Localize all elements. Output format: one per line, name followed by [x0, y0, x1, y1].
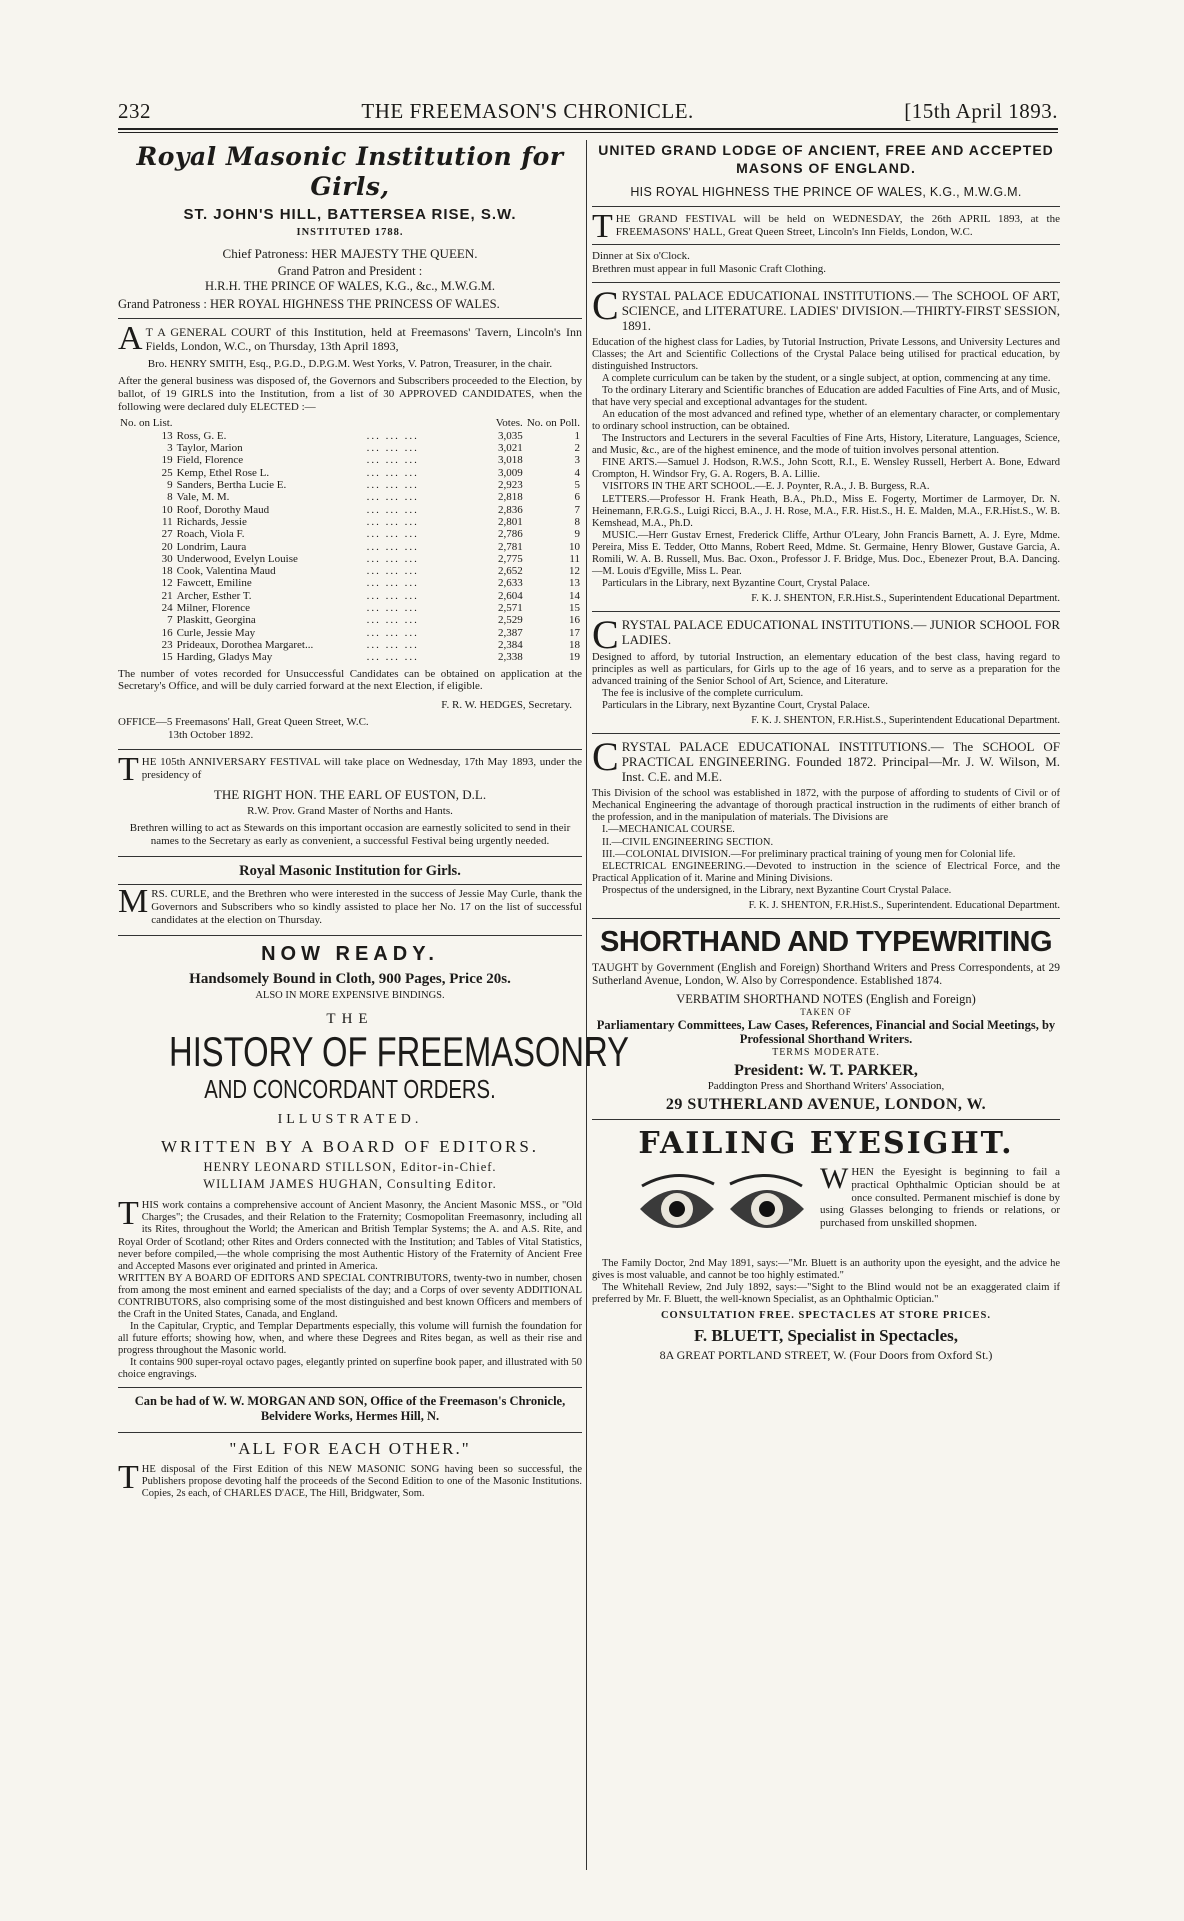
poll-position: 4	[574, 466, 580, 479]
poll-position: 8	[574, 515, 580, 528]
dropcap: C	[592, 612, 619, 658]
rmig-office: OFFICE—5 Freemasons' Hall, Great Queen Street, W.C.	[118, 715, 369, 728]
poll-list-number: 21	[161, 589, 173, 602]
poll-candidate-name: Harding, Gladys May	[176, 651, 273, 664]
leader-dots: ... ... ...	[366, 429, 419, 442]
table-row	[118, 602, 582, 614]
eyesight-text: HEN the Eyesight is beginning to fail a practical Ophthalmic Optician should be at once consulted. Permanent mischief is done by using Glasses belonging to friends or relations, or purchased from unskilled shopmen.	[820, 1166, 1060, 1230]
eyesight-name: F. BLUETT, Specialist in Spectacles,	[694, 1326, 958, 1346]
crystal-eng-title: RYSTAL PALACE EDUCATIONAL INSTITUTIONS.— The SCHOOL OF PRACTICAL ENGINEERING. Founded 1872. Principal—Mr. J. W. Wilson, M. Inst. C.E. and M.E.	[621, 739, 1060, 785]
poll-votes: 2,818	[498, 491, 523, 504]
table-row	[118, 639, 582, 651]
poll-candidate-name: Taylor, Marion	[176, 442, 243, 454]
anniversary-text: HE 105th ANNIVERSARY FESTIVAL will take place on Wednesday, 17th May 1893, under the presidency of	[141, 755, 582, 781]
table-row	[118, 442, 582, 454]
now-ready: NOW READY.	[261, 942, 439, 965]
poll-list-number: 20	[161, 540, 173, 553]
poll-votes: 2,801	[498, 515, 523, 528]
poll-list-number: 25	[161, 466, 173, 479]
crystal-art-title: RYSTAL PALACE EDUCATIONAL INSTITUTIONS.— The SCHOOL OF ART, SCIENCE, and LITERATURE. LADIES' DIVISION.—THIRTY-FIRST SESSION, 1891.	[621, 287, 1060, 333]
crystal-junior-sig: F. K. J. SHENTON, F.R.Hist.S., Superintendent Educational Department.	[751, 715, 1060, 727]
rmig-chair: Bro. HENRY SMITH, Esq., P.G.D., D.P.G.M. West Yorks, V. Patron, Treasurer, in the chair.	[147, 357, 553, 370]
poll-list-number: 27	[161, 528, 173, 541]
crystal-junior-heading	[592, 612, 1060, 658]
col-header-votes: Votes.	[495, 417, 523, 430]
poll-votes: 2,338	[498, 651, 523, 664]
poll-list-number: 13	[161, 429, 173, 442]
election-table	[118, 417, 582, 663]
rule	[592, 733, 1060, 734]
dropcap: T	[118, 750, 139, 788]
crystal-art-p10: Particulars in the Library, next Byzantine Court, Crystal Palace.	[602, 577, 870, 589]
poll-votes: 2,836	[498, 503, 523, 516]
poll-list-number: 10	[161, 503, 173, 516]
rmig-title: Royal Masonic Institution for Girls,	[136, 142, 564, 201]
poll-votes: 3,021	[498, 442, 523, 454]
history-body4: It contains 900 super-royal octavo pages, elegantly printed on superfine book paper, and illustrated with 50 choice engravings.	[118, 1357, 582, 1381]
leader-dots: ... ... ...	[366, 577, 419, 590]
rule	[118, 1432, 582, 1433]
leader-dots: ... ... ...	[366, 491, 419, 504]
eyesight-title: FAILING EYESIGHT.	[638, 1126, 1014, 1162]
history-the: THE	[326, 1011, 374, 1028]
poll-list-number: 24	[161, 602, 173, 615]
eyesight-consult: CONSULTATION FREE. SPECTACLES AT STORE PRICES.	[660, 1310, 992, 1322]
table-row	[118, 479, 582, 491]
poll-list-number: 30	[161, 552, 173, 565]
poll-position: 9	[574, 528, 580, 541]
column-divider	[586, 140, 587, 1870]
left-column	[118, 142, 629, 1500]
rule	[592, 1119, 1060, 1120]
leader-dots: ... ... ...	[366, 552, 419, 565]
rmig-grand-patroness: Grand Patroness : HER ROYAL HIGHNESS THE PRINCESS OF WALES.	[118, 297, 500, 312]
history-body3: In the Capitular, Cryptic, and Templar Departments especially, this volume will furnish the foundation for all future efforts; showing how, when, and where these Degrees and Rites began, as well as their rise and progress throughout the Masonic world.	[118, 1320, 582, 1357]
crystal-art-sig: F. K. J. SHENTON, F.R.Hist.S., Superintendent Educational Department.	[751, 593, 1060, 604]
rmig-unsuccessful-note: The number of votes recorded for Unsuccessful Candidates can be obtained on application at the Secretary's Office, and will be duly carried forward at the next Election, if eligible.	[118, 667, 582, 693]
curle-heading: Royal Masonic Institution for Girls.	[239, 863, 461, 880]
masthead-rule-thin	[118, 132, 1058, 133]
leader-dots: ... ... ...	[366, 466, 419, 479]
rmig-address: ST. JOHN'S HILL, BATTERSEA RISE, S.W.	[183, 206, 517, 223]
grand-lodge-dinner: Dinner at Six o'Clock.	[592, 249, 690, 262]
crystal-eng-p2: ELECTRICAL ENGINEERING.—Devoted to instruction in the science of Electrical Force, and the Practical Application of it. Marine and Mining Divisions.	[592, 860, 1060, 884]
leader-dots: ... ... ...	[366, 626, 419, 639]
eyesight-quote1: The Family Doctor, 2nd May 1891, says:—"Mr. Bluett is an authority upon the eyesight, and the advice he gives is most valuable, and cannot be too highly estimated."	[592, 1258, 1060, 1282]
rule	[118, 318, 582, 319]
poll-candidate-name: Underwood, Evelyn Louise	[176, 552, 298, 565]
poll-position: 19	[569, 651, 580, 664]
eye-illustration-icon	[632, 1166, 812, 1252]
crystal-eng-heading	[592, 734, 1060, 785]
history-title: HISTORY OF FREEMASONRY	[169, 1028, 629, 1076]
table-row	[118, 565, 582, 577]
history-subtitle: AND CONCORDANT ORDERS.	[204, 1074, 496, 1105]
poll-list-number: 11	[161, 515, 173, 528]
rmig-after: After the general business was disposed of, the Governors and Subscribers proceeded to the Election, by ballot, of 19 GIRLS into the Institution, from a list of 30 APPROVED CANDIDATES, when the following were declared duly ELECTED :—	[118, 375, 582, 414]
shorthand-taken: TAKEN OF	[800, 1007, 852, 1018]
table-row	[118, 651, 582, 663]
poll-list-number: 16	[161, 626, 173, 639]
leader-dots: ... ... ...	[366, 442, 419, 454]
page-number: 232	[118, 99, 151, 123]
history-illustrated: ILLUSTRATED.	[277, 1112, 423, 1128]
leader-dots: ... ... ...	[366, 651, 419, 664]
crystal-eng-p3: Prospectus of the undersigned, in the Library, next Byzantine Court Crystal Palace.	[602, 884, 952, 896]
poll-votes: 2,652	[498, 565, 523, 578]
eyesight-address: 8A GREAT PORTLAND STREET, W. (Four Doors from Oxford St.)	[659, 1348, 993, 1363]
shorthand-parl: Parliamentary Committees, Law Cases, References, Financial and Social Meetings, by Professional Shorthand Writers.	[596, 1017, 1056, 1047]
song-notice	[118, 1458, 582, 1500]
rule	[118, 856, 582, 857]
table-row	[118, 541, 582, 553]
poll-position: 13	[569, 577, 580, 590]
shorthand-assoc: Paddington Press and Shorthand Writers' Association,	[707, 1079, 945, 1092]
anniversary-notice	[118, 750, 582, 788]
right-brow	[730, 1176, 802, 1187]
table-row	[118, 516, 582, 528]
poll-candidate-name: Fawcett, Emiline	[176, 577, 252, 590]
leader-dots: ... ... ...	[366, 503, 419, 516]
shorthand-terms: TERMS MODERATE.	[772, 1046, 880, 1058]
masthead	[118, 99, 1058, 129]
anniversary-prov: R.W. Prov. Grand Master of Norths and Hants.	[247, 805, 453, 818]
dropcap: C	[592, 734, 619, 780]
history-editor2: WILLIAM JAMES HUGHAN, Consulting Editor.	[203, 1177, 497, 1192]
crystal-junior-p3: Particulars in the Library, next Byzantine Court, Crystal Palace.	[602, 700, 870, 712]
poll-position: 16	[569, 614, 580, 627]
rmig-court-text: T A GENERAL COURT of this Institution, held at Freemasons' Tavern, Lincoln's Inn Fields, London, W.C., on Thursday, 13th April 1893,	[145, 325, 582, 354]
dropcap: A	[118, 320, 143, 358]
anniversary-president: THE RIGHT HON. THE EARL OF EUSTON, D.L.	[213, 786, 487, 802]
poll-candidate-name: Kemp, Ethel Rose L.	[176, 466, 270, 479]
col-header-list: No. on List.	[120, 417, 173, 430]
history-also: ALSO IN MORE EXPENSIVE BINDINGS.	[255, 989, 445, 1001]
poll-candidate-name: Ross, G. E.	[176, 429, 227, 442]
poll-votes: 3,018	[498, 454, 523, 467]
poll-candidate-name: Curle, Jessie May	[176, 626, 256, 639]
left-brow	[642, 1176, 714, 1187]
poll-candidate-name: Field, Florence	[176, 454, 244, 467]
shorthand-president: President: W. T. PARKER,	[734, 1061, 918, 1079]
crystal-junior-p2: The fee is inclusive of the complete curriculum.	[602, 688, 804, 700]
masthead-rule	[118, 128, 1058, 130]
poll-votes: 2,775	[498, 552, 523, 565]
history-body1: HIS work contains a comprehensive account of Ancient Masonry, the Ancient Masonic MSS., or "Old Charges"; the Crusades, and their Relation to the Fraternity; Cosmopolitan Freemasonry, including all its Rites, throughout the World; the American and British Templar Systems; the A. and A.S. Rite, and Royal Order of Scotland; other Rites and Orders connected with the Institution; and Tables of Vital Statistics, never before compiled,—the whole comprising the most Authentic History of the Fraternity of Ancient Free and Accepted Masons ever originated and printed in America.	[118, 1200, 582, 1272]
poll-position: 14	[569, 589, 580, 602]
right-column	[592, 142, 1060, 1363]
poll-position: 10	[569, 540, 580, 553]
poll-candidate-name: Richards, Jessie	[176, 515, 247, 528]
poll-position: 5	[574, 478, 580, 491]
dropcap: T	[118, 1195, 139, 1233]
poll-votes: 2,923	[498, 478, 523, 491]
history-publisher: Can be had of W. W. MORGAN AND SON, Office of the Freemason's Chronicle, Belvidere Works, Hermes Hill, N.	[134, 1394, 566, 1424]
grand-lodge-gm: HIS ROYAL HIGHNESS THE PRINCE OF WALES, K.G., M.W.G.M.	[630, 185, 1022, 199]
poll-position: 1	[574, 429, 580, 442]
leader-dots: ... ... ...	[366, 528, 419, 541]
poll-position: 17	[569, 626, 580, 639]
rmig-chief-patroness: Chief Patroness: HER MAJESTY THE QUEEN.	[222, 245, 478, 261]
anniversary-brethren: Brethren willing to act as Stewards on this important occasion are earnestly solicited to send in their names to the Secretary as early as convenient, a successful Festival being urgently needed.	[129, 822, 571, 848]
right-pupil	[759, 1201, 775, 1217]
leader-dots: ... ... ...	[366, 454, 419, 467]
table-row	[118, 454, 582, 466]
poll-position: 2	[574, 442, 580, 454]
leader-dots: ... ... ...	[366, 639, 419, 651]
crystal-junior-title: RYSTAL PALACE EDUCATIONAL INSTITUTIONS.— JUNIOR SCHOOL FOR LADIES.	[621, 617, 1060, 647]
poll-position: 6	[574, 491, 580, 504]
shorthand-title: SHORTHAND AND TYPEWRITING	[599, 925, 1053, 958]
table-row	[118, 627, 582, 639]
shorthand-address: 29 SUTHERLAND AVENUE, LONDON, W.	[665, 1096, 987, 1114]
leader-dots: ... ... ...	[366, 614, 419, 627]
table-row	[118, 491, 582, 503]
poll-position: 3	[574, 454, 580, 467]
history-subtitle-wrap	[118, 1074, 582, 1104]
poll-list-number: 8	[167, 491, 173, 504]
dropcap: M	[118, 882, 149, 920]
crystal-junior-p1: Designed to afford, by tutorial Instruction, an elementary education of the best class, having regard to principles as well as particulars, for Girls up to the age of 16 years, and to serve as a preparation for the advanced training of the Senior School of Art, Science, and Literature.	[592, 652, 1060, 688]
rule	[592, 918, 1060, 919]
table-row	[118, 614, 582, 626]
rule	[592, 611, 1060, 612]
poll-votes: 2,786	[498, 528, 523, 541]
leader-dots: ... ... ...	[366, 478, 419, 491]
eyesight-quote2: The Whitehall Review, 2nd July 1892, says:—"Sight to the Blind would not be an exaggerated claim if preferred by Mr. F. Bluett, the well-known Specialist, as an Ophthalmic Optician."	[592, 1282, 1060, 1306]
poll-candidate-name: Vale, M. M.	[176, 491, 230, 504]
poll-list-number: 7	[167, 614, 173, 627]
poll-list-number: 23	[161, 639, 173, 651]
poll-candidate-name: Sanders, Bertha Lucie E.	[176, 478, 287, 491]
poll-list-number: 18	[161, 565, 173, 578]
history-bound: Handsomely Bound in Cloth, 900 Pages, Price 20s.	[189, 970, 511, 987]
rule	[118, 1387, 582, 1388]
rmig-instituted: INSTITUTED 1788.	[296, 227, 404, 238]
rmig-grand-patron: H.R.H. THE PRINCE OF WALES, K.G., &c., M.W.G.M.	[204, 279, 496, 294]
poll-position: 15	[569, 602, 580, 615]
poll-position: 18	[569, 639, 580, 651]
poll-list-number: 12	[161, 577, 173, 590]
history-editor1: HENRY LEONARD STILLSON, Editor-in-Chief.	[203, 1160, 497, 1175]
poll-candidate-name: Roach, Viola F.	[176, 528, 245, 541]
shorthand-text: TAUGHT by Government (English and Foreign) Shorthand Writers and Press Correspondents, at 29 Sutherland Avenue, London, W. Also by Correspondence. Established 1874.	[592, 961, 1060, 987]
crystal-art-p2: A complete curriculum can be taken by the student, or a single subject, at option, commencing at any time.	[602, 372, 1051, 384]
poll-position: 12	[569, 565, 580, 578]
poll-votes: 2,387	[498, 626, 523, 639]
rmig-secretary: F. R. W. HEDGES, Secretary.	[441, 698, 572, 711]
poll-candidate-name: Roof, Dorothy Maud	[176, 503, 270, 516]
poll-candidate-name: Archer, Esther T.	[176, 589, 252, 602]
poll-votes: 3,035	[498, 429, 523, 442]
col-header-poll: No. on Poll.	[526, 417, 580, 430]
dropcap: T	[592, 208, 613, 245]
poll-position: 11	[569, 552, 580, 565]
history-title-wrap	[118, 1028, 629, 1076]
poll-list-number: 19	[161, 454, 173, 467]
poll-votes: 2,384	[498, 639, 523, 651]
table-row	[118, 528, 582, 540]
leader-dots: ... ... ...	[366, 540, 419, 553]
crystal-art-heading	[592, 282, 1060, 334]
shorthand-verbatim: VERBATIM SHORTHAND NOTES (English and Foreign)	[676, 992, 976, 1007]
table-row	[118, 577, 582, 589]
eyesight-text-wrap	[820, 1162, 1060, 1230]
leader-dots: ... ... ...	[366, 589, 419, 602]
song-text: HE disposal of the First Edition of this NEW MASONIC SONG having been so successful, the Publishers propose devoting half the proceeds of the Second Edition to one of the Masonic Institutions. Copies, 2s each, of CHARLES D'ACE, The Hill, Bridgwater, Som.	[141, 1463, 582, 1499]
poll-candidate-name: Cook, Valentina Maud	[176, 565, 276, 578]
poll-votes: 2,781	[498, 540, 523, 553]
table-row	[118, 467, 582, 479]
crystal-art-p8: LETTERS.—Professor H. Frank Heath, B.A., Ph.D., Miss E. Fogerty, Mortimer de Larmoyer, Dr. N. Heinemann, F.R.G.S., Luigi Ricci, B.A., J. H. Rose, M.A., F.R. Hist.S., H. E. Malden, M.A., F.R.Hist.S., W. B. Kemshead, M.A., Ph.D.	[592, 493, 1060, 529]
crystal-art-p9: MUSIC.—Herr Gustav Ernest, Frederick Cliffe, Arthur O'Leary, John Francis Barnett, A. J. Eyre, Mdme. Pereira, Miss E. Tedder, Otto Manns, Robert Reed, Mdme. St. Germaine, Henry Blower, Gustave Garcia, A. Romili, W. A. B. Russell, Mus. Bac. Oxon., Professor J. F. Bridge, Mus. Doc., Ebenezer Prout, B.A. Dancing.—M. Louis d'Egville, Miss L. Pear.	[592, 529, 1060, 577]
leader-dots: ... ... ...	[366, 515, 419, 528]
history-body2: WRITTEN BY A BOARD OF EDITORS AND SPECIAL CONTRIBUTORS, twenty-two in number, chosen from among the most eminent and earned specialists of the day; and a Corps of over seventy ADDITIONAL CONTRIBUTORS, also comprising some of the most distinguished and best known Officers and members of the Craft in the United States, Canada, and England.	[118, 1272, 582, 1320]
poll-candidate-name: Milner, Florence	[176, 602, 251, 615]
rule	[118, 935, 582, 936]
poll-votes: 2,633	[498, 577, 523, 590]
rule	[118, 749, 582, 750]
poll-candidate-name: Prideaux, Dorothea Margaret...	[176, 639, 314, 651]
rmig-grand-patron-label: Grand Patron and President :	[277, 264, 423, 279]
crystal-eng-d1: I.—MECHANICAL COURSE.	[602, 824, 735, 836]
crystal-art-p1: Education of the highest class for Ladies, by Tutorial Instruction, Private Lessons, and University Lectures and Classes; the Art and Scientific Collections of the Crystal Palace being utilised for practical education, by distinguished Instructors.	[592, 336, 1060, 372]
song-heading: "ALL FOR EACH OTHER."	[229, 1439, 471, 1459]
crystal-eng-p1: This Division of the school was established in 1872, with the purpose of affording to students of Civil or of Mechanical Engineering the advantage of thorough practical instruction in the rudiments of either branch of the profession, and in the manipulation of materials. The Divisions are	[592, 788, 1060, 824]
rule	[592, 282, 1060, 283]
curle-text: RS. CURLE, and the Brethren who were interested in the success of Jessie May Curle, thank the Governors and Subscribers who so kindly assisted to place her No. 17 on the list of successful candidates at the election on Thursday.	[151, 887, 582, 926]
grand-lodge-heading: UNITED GRAND LODGE OF ANCIENT, FREE AND ACCEPTED MASONS OF ENGLAND.	[598, 142, 1054, 176]
crystal-eng-sig: F. K. J. SHENTON, F.R.Hist.S., Superintendent. Educational Department.	[748, 899, 1060, 911]
poll-votes: 3,009	[498, 466, 523, 479]
curle-notice	[118, 882, 582, 927]
rule	[592, 244, 1060, 245]
poll-votes: 2,529	[498, 614, 523, 627]
grand-lodge-clothing: Brethren must appear in full Masonic Craft Clothing.	[592, 262, 827, 275]
newspaper-title: THE FREEMASON'S CHRONICLE.	[361, 99, 694, 123]
poll-position: 7	[574, 503, 580, 516]
rmig-court	[118, 320, 582, 358]
grand-lodge-notice	[592, 208, 1060, 245]
eyesight-block	[592, 1162, 1060, 1256]
poll-candidate-name: Londrim, Laura	[176, 540, 247, 553]
rule	[592, 206, 1060, 207]
election-table-header	[118, 417, 582, 429]
dropcap: T	[118, 1458, 139, 1496]
poll-list-number: 9	[167, 478, 173, 491]
crystal-art-p5: The Instructors and Lecturers in the several Faculties of Fine Arts, History, Literature, Languages, Science, and Music, &c., are of the highest eminence, and the mode of tuition involves personal attention.	[592, 433, 1060, 457]
crystal-eng-d3: III.—COLONIAL DIVISION.—For preliminary practical training of young men for Colonial life.	[602, 848, 1016, 860]
table-row	[118, 430, 582, 442]
crystal-art-p7: VISITORS IN THE ART SCHOOL.—E. J. Poynter, R.A., J. B. Burgess, R.A.	[602, 481, 930, 493]
history-body	[118, 1195, 582, 1272]
grand-lodge-text: HE GRAND FESTIVAL will be held on WEDNESDAY, the 26th APRIL 1893, at the FREEMASONS' HALL, Great Queen Street, Lincoln's Inn Fields, London, W.C.	[615, 213, 1060, 238]
crystal-art-p3: To the ordinary Literary and Scientific branches of Education are added Faculties of Fine Arts, and of Music, that have very special and exceptional advantages for the student.	[592, 384, 1060, 408]
crystal-art-p4: An education of the most advanced and refined type, whether of an elementary character, or complementary to ordinary school instruction, can be obtained.	[592, 409, 1060, 433]
leader-dots: ... ... ...	[366, 565, 419, 578]
crystal-eng-d2: II.—CIVIL ENGINEERING SECTION.	[602, 836, 774, 848]
poll-list-number: 3	[167, 442, 173, 454]
table-row	[118, 504, 582, 516]
dropcap: C	[592, 282, 619, 328]
issue-date: [15th April 1893.	[904, 99, 1058, 123]
poll-list-number: 15	[161, 651, 173, 664]
left-pupil	[669, 1201, 685, 1217]
table-row	[118, 590, 582, 602]
table-row	[118, 553, 582, 565]
poll-votes: 2,571	[498, 602, 523, 615]
leader-dots: ... ... ...	[366, 602, 419, 615]
rule	[118, 884, 582, 885]
rmig-office-date: 13th October 1892.	[168, 728, 254, 741]
history-written: WRITTEN BY A BOARD OF EDITORS.	[160, 1136, 540, 1156]
crystal-art-p6: FINE ARTS.—Samuel J. Hodson, R.W.S., John Scott, R.I., E. Wensley Russell, Herbert A. Bone, Edward Crompton, H. Windsor Fry, G. A. Rogers, B. A. Lillie.	[592, 457, 1060, 481]
poll-votes: 2,604	[498, 589, 523, 602]
dropcap: W	[820, 1162, 849, 1196]
poll-candidate-name: Plaskitt, Georgina	[176, 614, 256, 627]
